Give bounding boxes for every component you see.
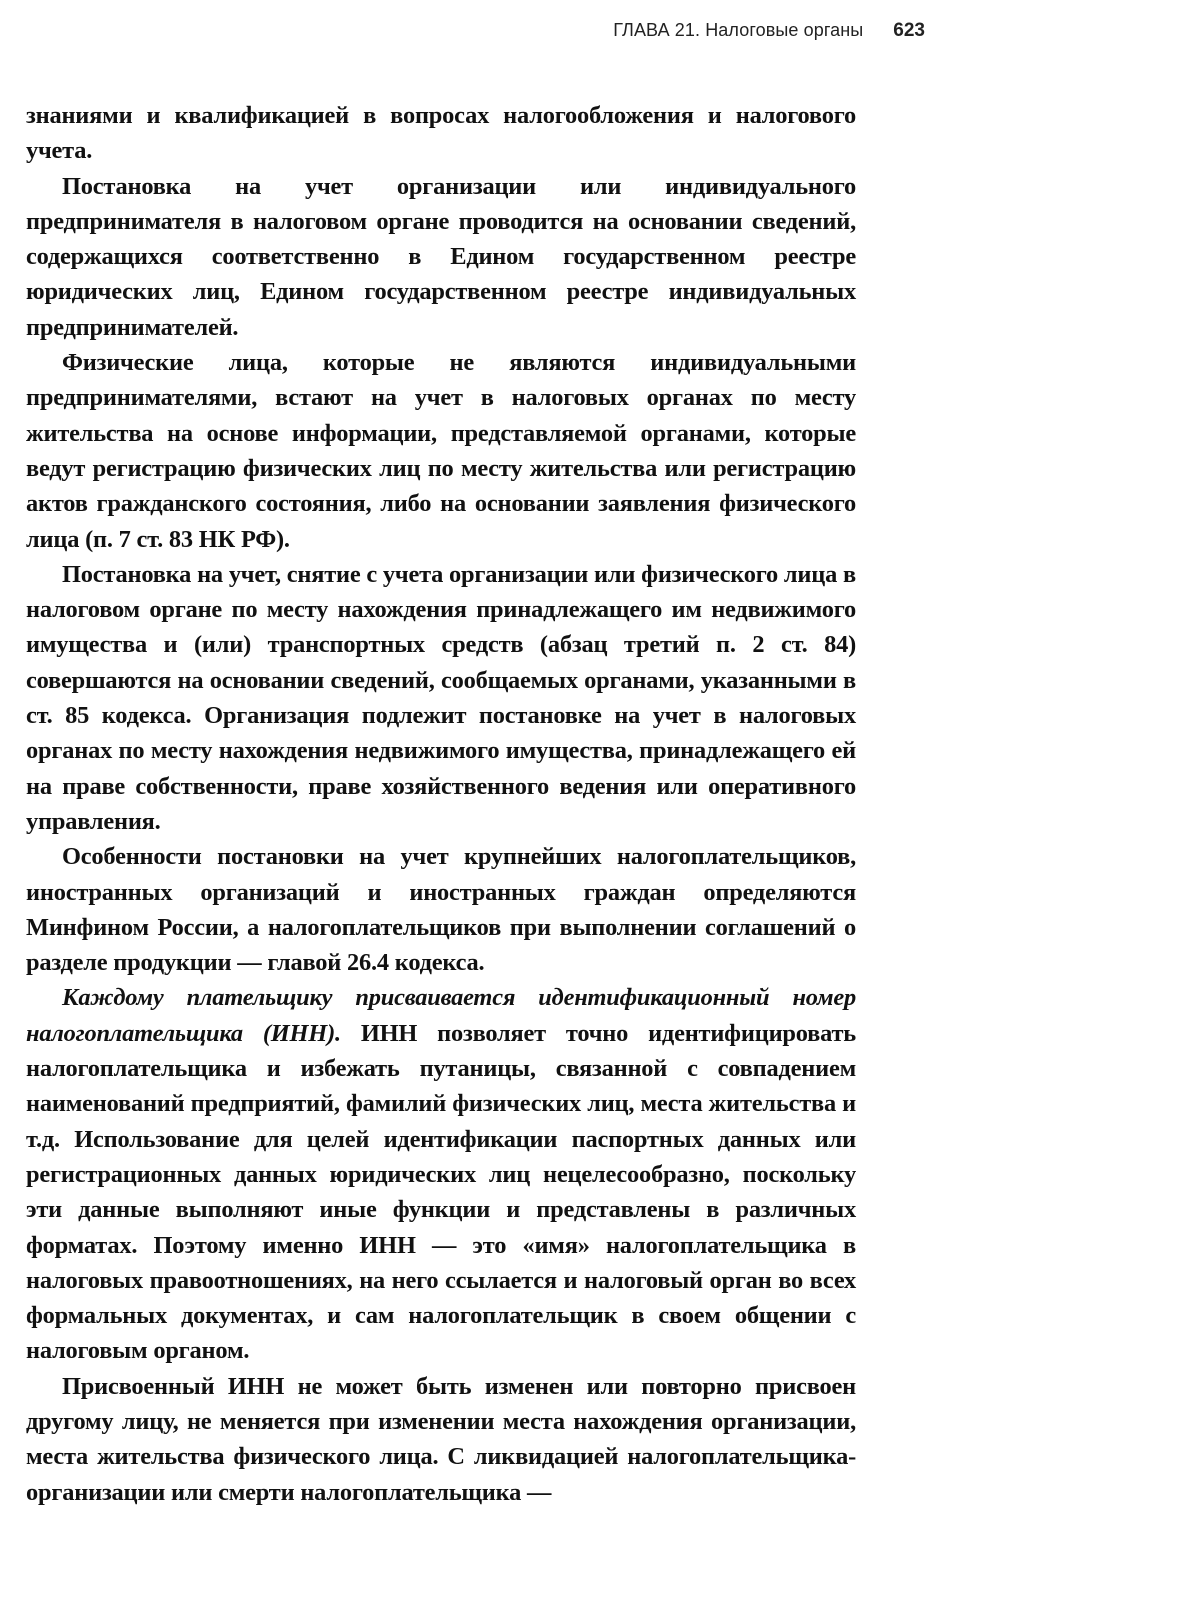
paragraph-registration-individuals: Физические лица, которые не являются индивидуальными предпринимателями, встают на учет в налоговых органах по месту жительства на основе информации, представляемой органами, которые ведут регистрацию физических лиц по месту жительства или регистрацию актов гражданского состояния, либо на основании заявления физического лица (п. 7 ст. 83 НК РФ). bbox=[26, 349, 856, 553]
inn-emphasis: Каждому плательщику присваивается идентификационный номер налогоплательщика (ИНН). bbox=[26, 984, 856, 1047]
paragraph-registration-special: Особенности постановки на учет крупнейших налогоплательщиков, иностранных организаций и иностранных граждан определяются Минфином России, а налогоплательщиков при выполнении соглашений о разделе продукции — главой 26.4 кодекса. bbox=[26, 843, 856, 977]
paragraph-registration-property: Постановка на учет, снятие с учета организации или физического лица в налоговом органе по месту нахождения принадлежащего им недвижимого имущества и (или) транспортных средств (абзац третий п. 2 ст. 84) совершаются на основании сведений, сообщаемых органами, указанными в ст. 85 кодекса. Организация подлежит постановке на учет в налоговых органах по месту нахождения недвижимого имущества, принадлежащего ей на праве собственности, праве хозяйственного ведения или оперативного управления. bbox=[26, 560, 856, 835]
body-text bbox=[26, 98, 856, 1510]
inn-explanation: ИНН позволяет точно идентифицировать налогоплательщика и избежать путаницы, связанной с совпадением наименований предприятий, фамилий физических лиц, места жительства и т.д. Использование для целей идентификации паспортных данных или регистрационных данных юридических лиц нецелесообразно, поскольку эти данные выполняют иные функции и представлены в различных форматах. Поэтому именно ИНН — это «имя» налогоплательщика в налоговых правоотношениях, на него ссылается и налоговый орган во всех формальных документах, и сам налогоплательщик в своем общении с налоговым органом. bbox=[26, 1019, 856, 1365]
paragraph-inn bbox=[26, 980, 856, 1368]
paragraph-continuation: знаниями и квалификацией в вопросах налогообложения и налогового учета. bbox=[26, 102, 856, 165]
page-number: 623 bbox=[893, 20, 925, 41]
paragraph-registration-organizations: Постановка на учет организации или индивидуального предпринимателя в налоговом органе проводится на основании сведений, содержащихся соответственно в Едином государственном реестре юридических лиц, Едином государственном реестре индивидуальных предпринимателей. bbox=[26, 172, 856, 341]
running-header bbox=[0, 20, 925, 46]
chapter-title: ГЛАВА 21. Налоговые органы bbox=[613, 20, 864, 40]
paragraph-inn-permanence: Присвоенный ИНН не может быть изменен или повторно присвоен другому лицу, не меняется при изменении места нахождения организации, места жительства физического лица. С ликвидацией налогоплательщика-организации или смерти налогоплательщика — bbox=[26, 1372, 856, 1506]
